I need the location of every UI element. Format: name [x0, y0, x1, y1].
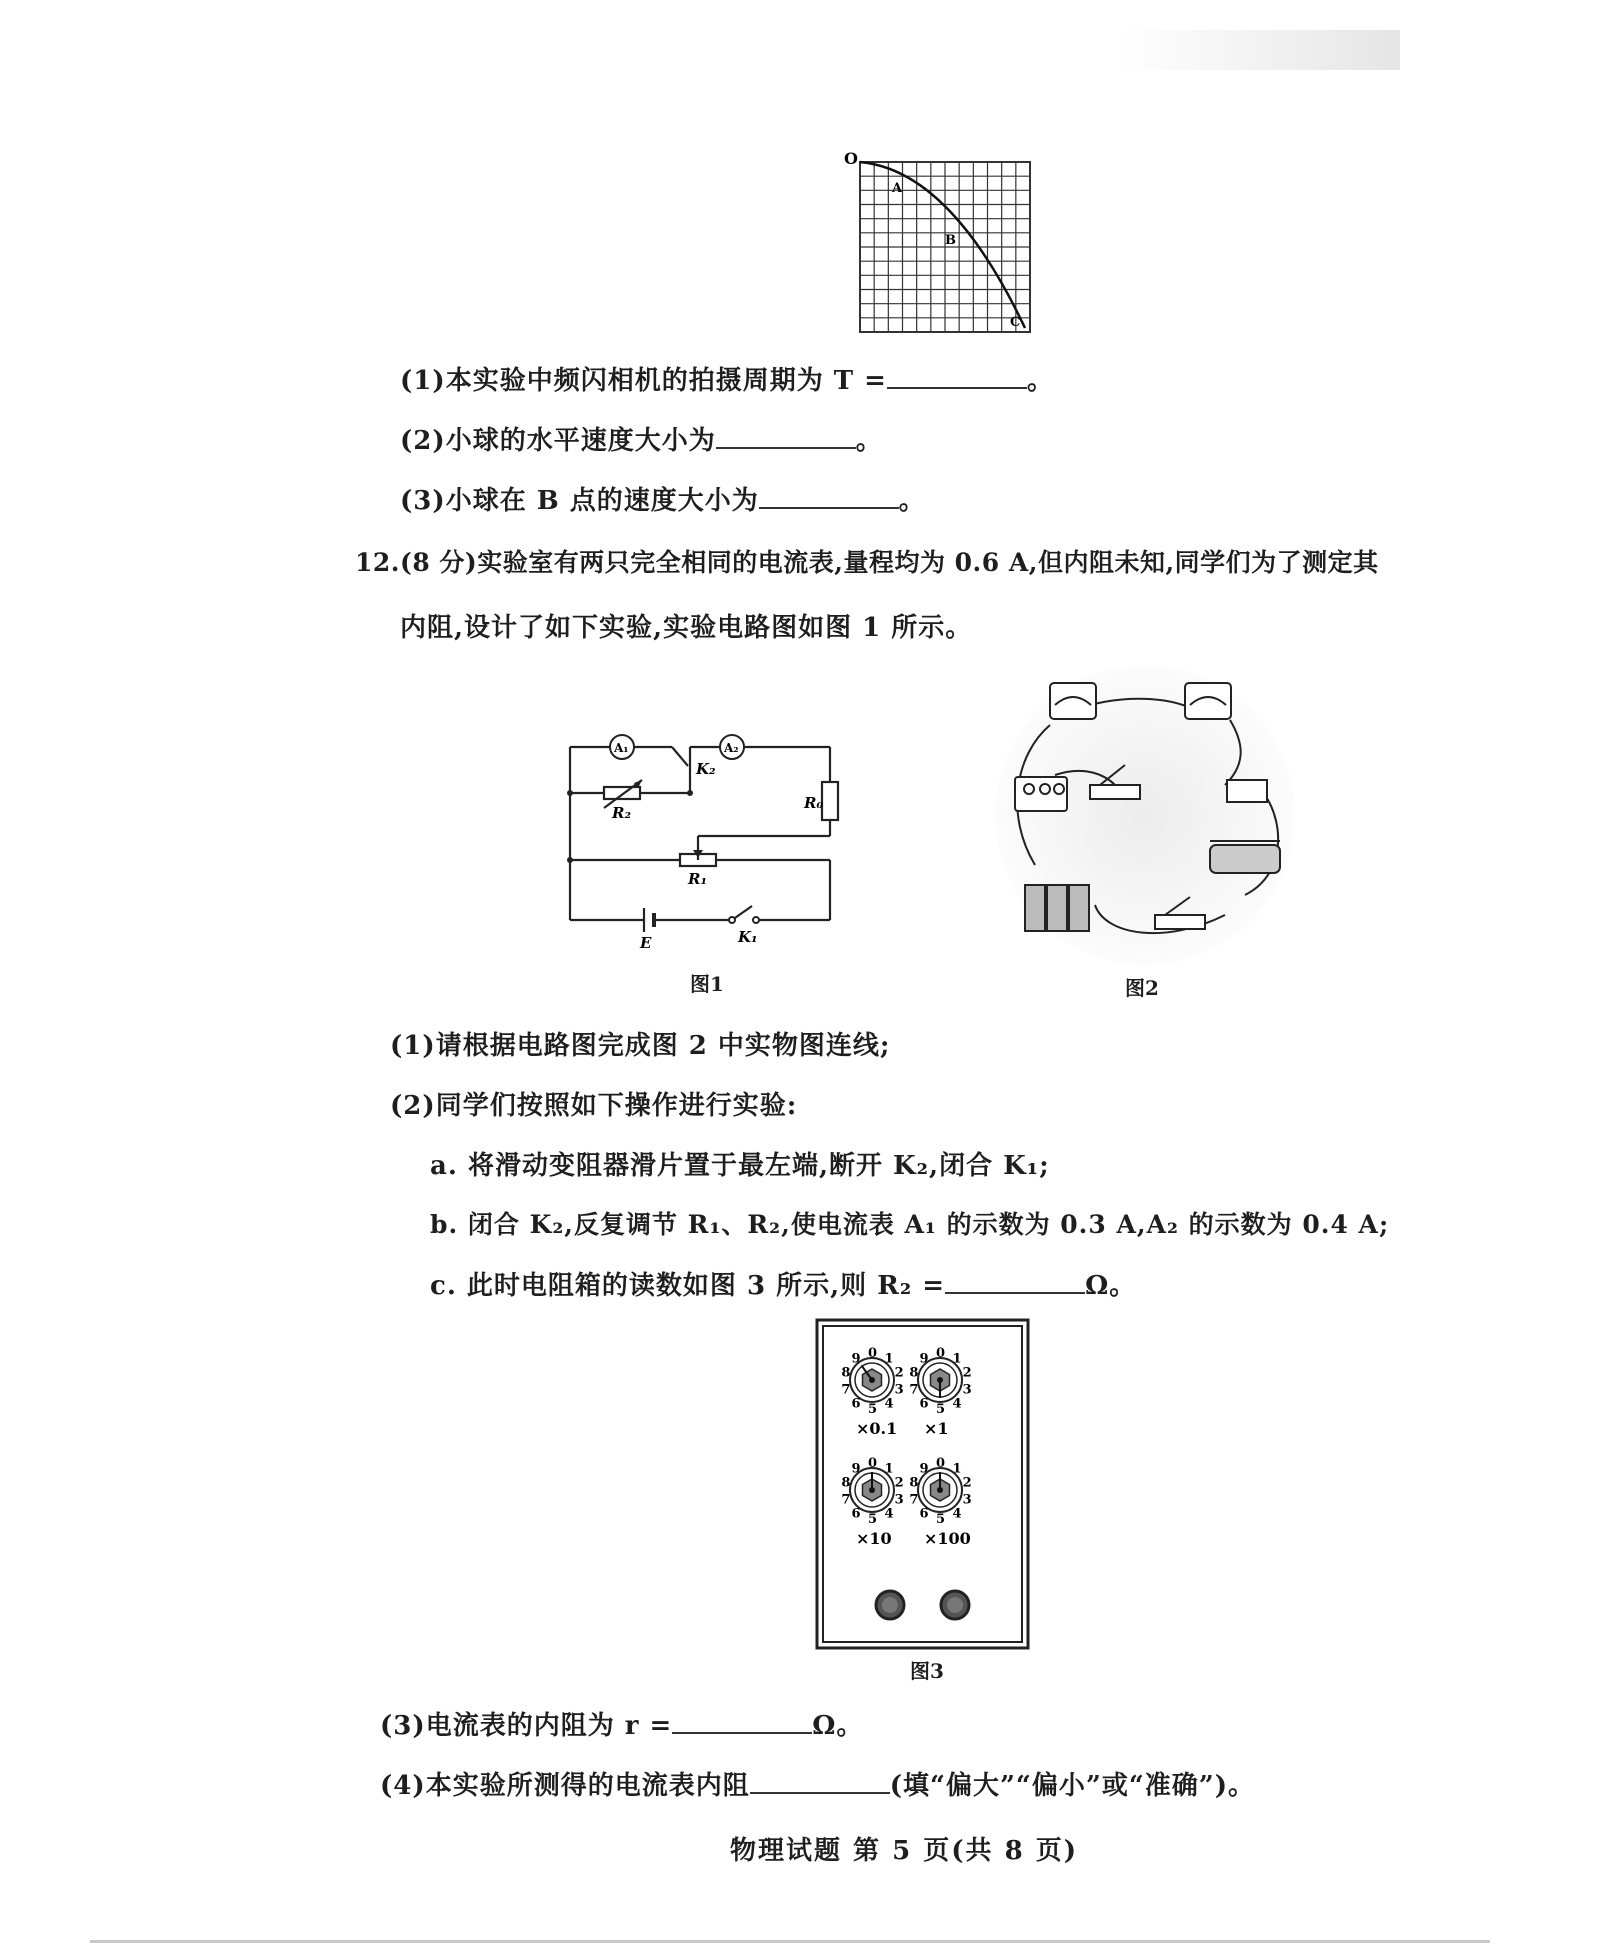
q12-part2: (2)同学们按照如下操作进行实验:	[390, 1091, 798, 1121]
r1-label: R₁	[688, 870, 708, 888]
dial-digit: 4	[952, 1506, 962, 1522]
dial-digit: 0	[868, 1346, 878, 1361]
dial-digit: 6	[851, 1506, 861, 1522]
figure3-caption: 图3	[910, 1659, 944, 1683]
ammeter-a1-label: A₁	[614, 741, 629, 755]
dial-digit: 7	[841, 1382, 851, 1398]
q11-part2: (2)小球的水平速度大小为 。	[400, 426, 883, 456]
dial-digit: 1	[884, 1461, 894, 1477]
figure1-caption: 图1	[690, 972, 724, 996]
rheostat-device	[1210, 841, 1280, 873]
dial-digit: 2	[962, 1365, 972, 1381]
answer-blank[interactable]	[887, 383, 1027, 389]
dial-digit: 5	[936, 1512, 946, 1527]
figure2-caption: 图2	[1125, 976, 1159, 1000]
resistance-box-device	[1015, 777, 1067, 811]
dial-digit: 3	[962, 1382, 972, 1398]
dial-digit: 8	[841, 1475, 851, 1491]
dial-digit: 7	[909, 1382, 919, 1398]
answer-blank[interactable]	[716, 443, 856, 449]
dial-digit: 0	[936, 1456, 946, 1471]
dial-digit: 1	[952, 1351, 962, 1367]
dial-digit: 7	[841, 1492, 851, 1508]
q12-step-c: c. 此时电阻箱的读数如图 3 所示,则 R₂ = Ω。	[430, 1271, 1137, 1301]
dial-digit: 3	[894, 1382, 904, 1398]
page-footer: 物理试题 第 5 页(共 8 页)	[730, 1836, 1079, 1866]
battery-device	[1025, 885, 1089, 931]
dial-digit: 0	[868, 1456, 878, 1471]
dial-digit: 3	[894, 1492, 904, 1508]
r0-label: R₀	[804, 794, 824, 812]
q12-stem-line1: 12.(8 分)实验室有两只完全相同的电流表,量程均为 0.6 A,但内阻未知,同学们为了测定其	[355, 548, 1379, 577]
dial-digit: 2	[894, 1365, 904, 1381]
e-label: E	[640, 934, 652, 950]
answer-blank[interactable]	[750, 1788, 890, 1794]
dial-digit: 6	[919, 1506, 929, 1522]
q11-part1: (1)本实验中频闪相机的拍摄周期为 T = 。	[400, 366, 1054, 396]
q12-step-a: a. 将滑动变阻器滑片置于最左端,断开 K₂,闭合 K₁;	[430, 1151, 1050, 1181]
dial-digit: 1	[884, 1351, 894, 1367]
dial-multiplier-label: ×100	[924, 1529, 971, 1548]
r2-label: R₂	[612, 804, 632, 822]
dial-digit: 4	[884, 1506, 894, 1522]
dial-multiplier-label: ×1	[924, 1419, 949, 1438]
dial-multiplier-label: ×10	[856, 1529, 892, 1548]
dial-digit: 8	[841, 1365, 851, 1381]
dial-digit: 0	[936, 1346, 946, 1361]
dial-multiplier-label: ×0.1	[856, 1419, 898, 1438]
dial-digit: 9	[919, 1351, 929, 1367]
dial-digit: 6	[919, 1396, 929, 1412]
ammeter-a2-label: A₂	[724, 741, 739, 755]
dial-digit: 5	[936, 1402, 946, 1417]
dial-digit: 3	[962, 1492, 972, 1508]
k2-label: K₂	[696, 760, 716, 778]
resistor-r0-device	[1227, 780, 1267, 802]
q12-step-b: b. 闭合 K₂,反复调节 R₁、R₂,使电流表 A₁ 的示数为 0.3 A,A₂ 的示数为 0.4 A;	[430, 1210, 1390, 1239]
q12-part1: (1)请根据电路图完成图 2 中实物图连线;	[390, 1031, 891, 1061]
answer-blank[interactable]	[945, 1288, 1085, 1294]
origin-label: O	[844, 150, 858, 168]
scan-shadow	[1120, 30, 1400, 70]
figure3-resistance-box	[815, 1318, 1030, 1650]
dial-digit: 4	[952, 1396, 962, 1412]
dial-digit: 8	[909, 1365, 919, 1381]
point-a-label: A	[892, 181, 903, 196]
point-b-label: B	[945, 233, 956, 248]
dial-digit: 9	[851, 1351, 861, 1367]
dial-digit: 4	[884, 1396, 894, 1412]
q12-part3: (3)电流表的内阻为 r = Ω。	[380, 1711, 864, 1741]
figure1-circuit	[560, 720, 860, 950]
dial-digit: 9	[851, 1461, 861, 1477]
dial-digit: 2	[894, 1475, 904, 1491]
dial-digit: 1	[952, 1461, 962, 1477]
dial-digit: 7	[909, 1492, 919, 1508]
point-c-label: C	[1010, 315, 1021, 330]
bottom-edge-line	[90, 1940, 1490, 1943]
trajectory-grid-figure	[840, 150, 1040, 340]
dial-digit: 2	[962, 1475, 972, 1491]
dial-digit: 6	[851, 1396, 861, 1412]
answer-blank[interactable]	[759, 503, 899, 509]
q11-part3: (3)小球在 B 点的速度大小为 。	[400, 486, 926, 516]
q12-part4: (4)本实验所测得的电流表内阻 (填“偏大”“偏小”或“准确”)。	[380, 1771, 1256, 1801]
ammeter-a2-device	[1185, 683, 1231, 719]
ammeter-a1-device	[1050, 683, 1096, 719]
figure2-apparatus	[995, 665, 1295, 965]
answer-blank[interactable]	[672, 1728, 812, 1734]
dial-digit: 8	[909, 1475, 919, 1491]
dial-digit: 5	[868, 1512, 878, 1527]
k1-label: K₁	[738, 928, 758, 946]
dial-digit: 9	[919, 1461, 929, 1477]
q12-stem-line2: 内阻,设计了如下实验,实验电路图如图 1 所示。	[400, 613, 973, 643]
dial-digit: 5	[868, 1402, 878, 1417]
